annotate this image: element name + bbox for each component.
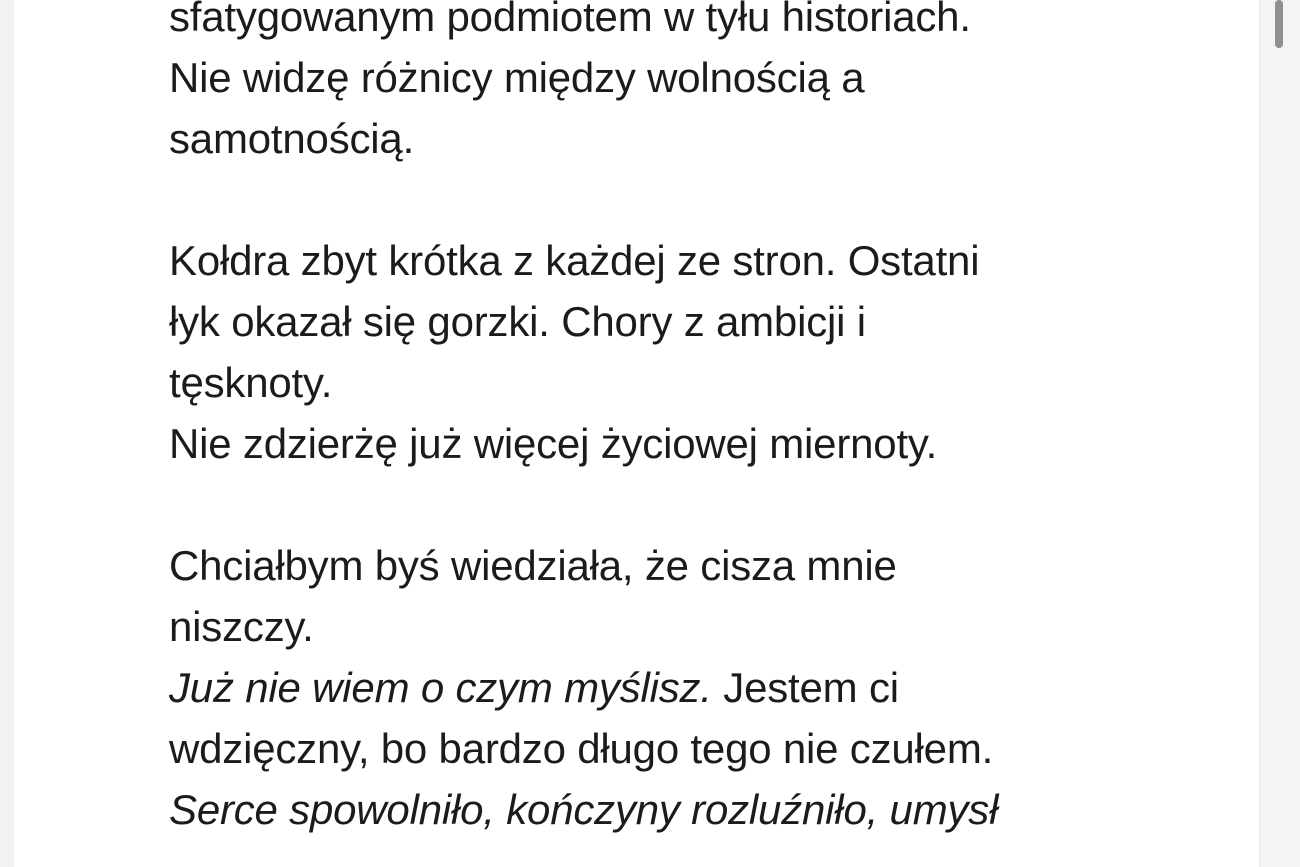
paragraph — [169, 535, 1169, 840]
text-run: sfatygowanym podmiotem w tyłu historiach. — [169, 0, 971, 40]
poem-text-block — [169, 0, 1169, 840]
document-content-area — [14, 0, 1260, 867]
text-run: Chciałbym byś wiedziała, że cisza mnie — [169, 542, 897, 589]
text-line — [169, 47, 1169, 108]
text-run: łyk okazał się gorzki. Chory z ambicji i — [169, 298, 866, 345]
vertical-scrollbar-track[interactable] — [1282, 0, 1292, 867]
italic-text-run: Serce spowolniło, kończyny rozluźniło, umysł — [169, 786, 999, 833]
text-run: Jestem ci — [711, 664, 899, 711]
right-margin-strip — [1259, 0, 1300, 867]
text-run: Nie widzę różnicy między wolnością a — [169, 54, 865, 101]
text-run: Kołdra zbyt krótka z każdej ze stron. Ostatni — [169, 237, 980, 284]
paragraph — [169, 230, 1169, 474]
italic-text-run: Już nie wiem o czym myślisz. — [169, 664, 712, 711]
text-line — [169, 779, 1169, 840]
text-run: Nie zdzierżę już więcej życiowej miernoty. — [169, 420, 938, 467]
text-line — [169, 657, 1169, 718]
paragraph — [169, 0, 1169, 169]
text-line — [169, 535, 1169, 596]
vertical-scrollbar-thumb[interactable] — [1275, 0, 1283, 48]
text-line — [169, 352, 1169, 413]
text-line — [169, 230, 1169, 291]
left-margin-strip — [0, 0, 15, 867]
text-run: tęsknoty. — [169, 359, 333, 406]
text-line — [169, 596, 1169, 657]
text-line — [169, 0, 1169, 47]
text-run: samotnością. — [169, 115, 415, 162]
text-run: wdzięczny, bo bardzo długo tego nie czułem. — [169, 725, 994, 772]
text-line — [169, 291, 1169, 352]
text-line — [169, 718, 1169, 779]
text-line — [169, 413, 1169, 474]
text-run: niszczy. — [169, 603, 314, 650]
text-line — [169, 108, 1169, 169]
